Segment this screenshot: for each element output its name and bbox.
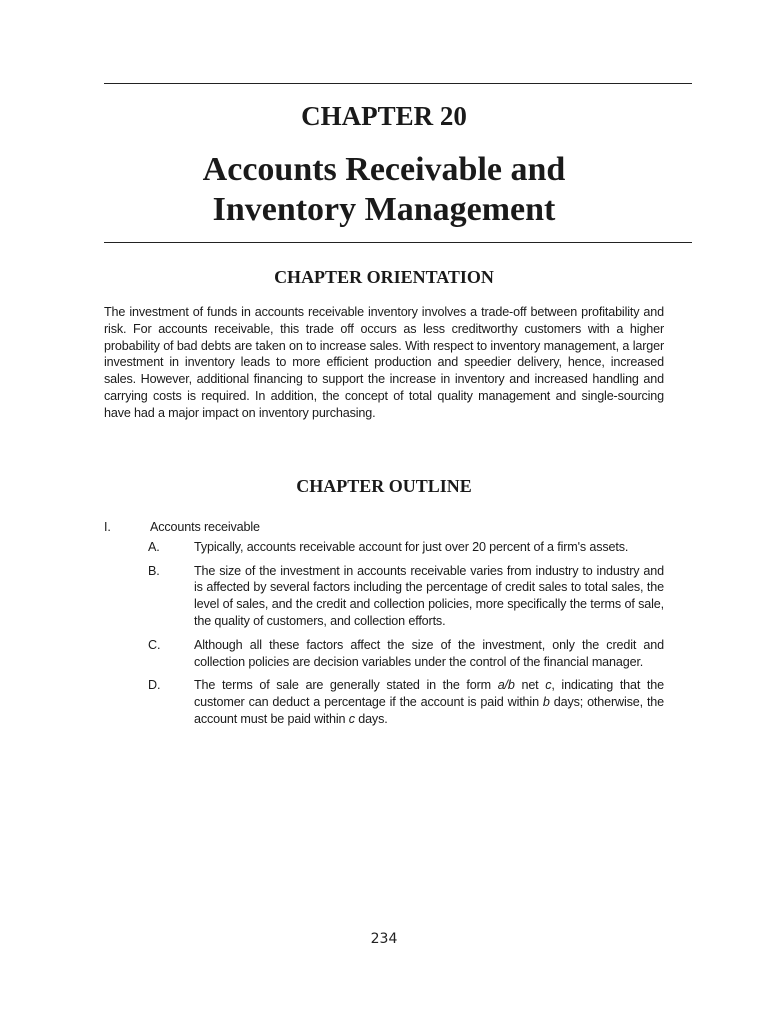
subitem-text: Although all these factors affect the size of the investment, only the credit and collection policies are decision variables under the control of the financial manager. bbox=[194, 637, 664, 669]
text-run: days. bbox=[354, 711, 388, 726]
orientation-paragraph: The investment of funds in accounts receivable inventory involves a trade-off between profitability and risk. For accounts receivable, this trade off occurs as less creditworthy customers with a higher probability of bad debts are taken on to increase sales. With respect to inventory management, a larger investment in inventory leads to more efficient production and speedier delivery, hence, increased sales. However, additional financing to support the increase in inventory and increased handling and carrying costs is required. In addition, the concept of total quality management and single-sourcing have had a major impact on inventory purchasing. bbox=[104, 305, 664, 420]
orientation-heading: CHAPTER ORIENTATION bbox=[274, 267, 494, 287]
outline-subitem bbox=[148, 637, 664, 671]
italic-variable: c bbox=[348, 711, 355, 726]
text-run: , indicating that the customer can deduct a percentage if the account is paid within bbox=[194, 678, 664, 710]
chapter-outline bbox=[104, 519, 664, 735]
top-rule bbox=[104, 83, 692, 84]
text-run: net bbox=[514, 678, 546, 693]
outline-item bbox=[104, 519, 664, 536]
chapter-number: CHAPTER 20 bbox=[301, 101, 467, 131]
subitem-letter: B. bbox=[148, 563, 160, 578]
outline-subitem bbox=[148, 677, 664, 727]
outline-heading: CHAPTER OUTLINE bbox=[296, 476, 472, 496]
outline-label: Accounts receivable bbox=[150, 520, 260, 534]
chapter-title bbox=[104, 150, 664, 230]
italic-variable: b bbox=[542, 695, 550, 710]
subitem-letter: D. bbox=[148, 678, 161, 693]
subitem-text: Typically, accounts receivable account for just over 20 percent of a firm's assets. bbox=[194, 539, 629, 554]
bottom-rule bbox=[104, 242, 692, 243]
chapter-title-line-2: Inventory Management bbox=[212, 191, 556, 228]
page-number: 234 bbox=[370, 931, 398, 947]
outline-subitem bbox=[148, 539, 664, 556]
italic-variable: c bbox=[545, 678, 552, 693]
text-run: The terms of sale are generally stated in the form bbox=[194, 678, 498, 693]
outline-numeral: I. bbox=[104, 520, 111, 534]
text-run: days; otherwise, the account must be paid within bbox=[194, 695, 665, 726]
subitem-letter: C. bbox=[148, 637, 161, 652]
subitem-letter: A. bbox=[148, 539, 160, 554]
outline-subitem bbox=[148, 563, 664, 630]
subitem-text: The size of the investment in accounts receivable varies from industry to industry and is affected by several factors including the percentage of credit sales to total sales, the level of sales, and the credit and collection policies, more specifically the terms of sale, the quality of customers, and collection efforts. bbox=[194, 563, 664, 628]
chapter-title-line-1: Accounts Receivable and bbox=[202, 151, 566, 188]
outline-sublist bbox=[148, 539, 664, 728]
subitem-text bbox=[194, 677, 664, 727]
italic-variable: a/b bbox=[497, 678, 515, 693]
